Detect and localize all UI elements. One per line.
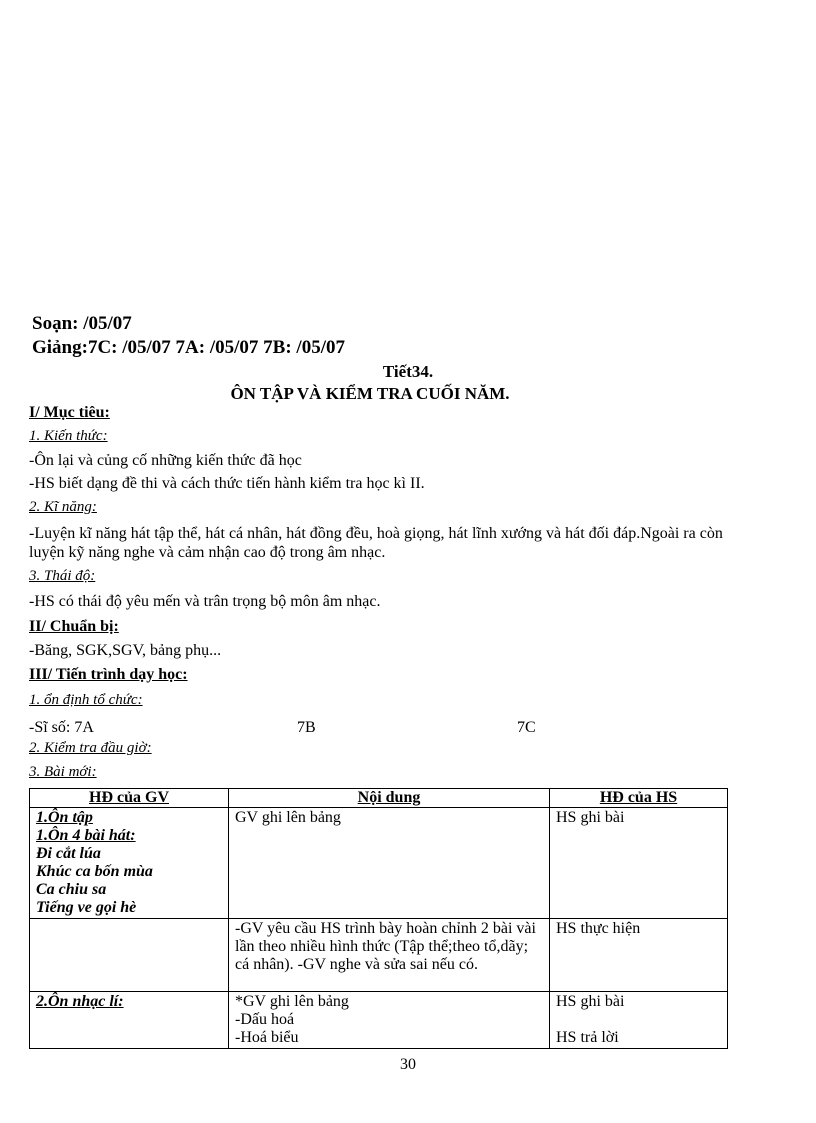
giang-dates: Giảng:7C: /05/07 7A: /05/07 7B: /05/07: [32, 337, 345, 358]
step-2-heading: 2. Kiểm tra đầu giờ:: [29, 740, 152, 756]
table-row: [30, 992, 728, 1049]
preparation-text: -Băng, SGK,SGV, bảng phụ...: [29, 642, 222, 659]
content-line-2: -Dấu hoá: [235, 1011, 295, 1028]
hs-text: HS thực hiện: [556, 920, 641, 937]
theory-heading: 2.Ôn nhạc lí:: [36, 993, 124, 1010]
content-cell: [229, 808, 550, 919]
hs-text: HS ghi bài: [556, 809, 625, 826]
content-line-1: *GV ghi lên bảng: [235, 993, 349, 1010]
song-4: Tiếng ve gọi hè: [36, 899, 137, 916]
col-header-hs: HĐ của HS: [550, 789, 728, 808]
hs-line-1: HS ghi bài: [556, 993, 625, 1010]
col-header-gv: HĐ của GV: [30, 789, 229, 808]
soan-date: Soạn: /05/07: [32, 313, 132, 334]
hs-line-2: HS trả lời: [556, 1029, 619, 1046]
content-text: -GV yêu cầu HS trình bày hoàn chỉnh 2 bài vài lần theo nhiều hình thức (Tập thể;theo tổ,dãy; cá nhân). -GV nghe và sửa sai nếu có.: [235, 920, 536, 973]
objectives-heading: I/ Mục tiêu:: [29, 404, 110, 421]
hs-spacer: [556, 1011, 721, 1029]
hs-cell: [550, 992, 728, 1049]
table-header-row: [30, 789, 728, 808]
step-3-heading: 3. Bài mới:: [29, 764, 97, 780]
process-heading: III/ Tiến trình dạy học:: [29, 666, 188, 683]
gv-cell: [30, 919, 229, 992]
attitude-heading: 3. Thái độ:: [29, 568, 96, 584]
gv-cell: [30, 992, 229, 1049]
table-row: [30, 919, 728, 992]
content-text: GV ghi lên bảng: [235, 809, 341, 826]
skills-text: -Luyện kĩ năng hát tập thể, hát cá nhân, hát đồng đều, hoà giọng, hát lĩnh xướng và hát đối đáp.Ngoài ra còn luyện kỹ năng nghe và cảm nhận cao độ trong âm nhạc.: [29, 525, 723, 561]
lesson-number: Tiết34.: [382, 362, 434, 381]
hs-cell: [550, 808, 728, 919]
content-cell: [229, 919, 550, 992]
song-3: Ca chiu sa: [36, 881, 107, 898]
lesson-plan-table: [29, 788, 728, 1049]
step-1-heading: 1. ổn định tổ chức:: [29, 692, 143, 708]
table-row: [30, 808, 728, 919]
hs-cell: [550, 919, 728, 992]
song-2: Khúc ca bốn mùa: [36, 863, 153, 880]
skills-heading: 2. Kĩ năng:: [29, 499, 97, 515]
preparation-heading: II/ Chuẩn bị:: [29, 618, 119, 635]
gv-cell: [30, 808, 229, 919]
review-songs-heading: 1.Ôn 4 bài hát:: [36, 827, 136, 844]
review-heading: 1.Ôn tập: [36, 809, 93, 826]
class-7c: 7C: [517, 719, 536, 736]
content-line-3: -Hoá biểu: [235, 1029, 299, 1046]
lesson-title: ÔN TẬP VÀ KIỂM TRA CUỐI NĂM.: [230, 384, 510, 403]
page-number: 30: [400, 1056, 416, 1073]
knowledge-line-2: -HS biết dạng đề thi và cách thức tiến hành kiểm tra học kì II.: [29, 475, 425, 492]
content-cell: [229, 992, 550, 1049]
song-1: Đi cắt lúa: [36, 845, 101, 862]
class-7b: 7B: [297, 719, 316, 736]
knowledge-heading: 1. Kiến thức:: [29, 428, 108, 444]
knowledge-line-1: -Ôn lại và củng cố những kiến thức đã học: [29, 452, 302, 469]
col-header-content: Nội dung: [229, 789, 550, 808]
attitude-text: -HS có thái độ yêu mến và trân trọng bộ môn âm nhạc.: [29, 593, 381, 610]
siso-label: -Sĩ số: 7A: [29, 719, 94, 736]
